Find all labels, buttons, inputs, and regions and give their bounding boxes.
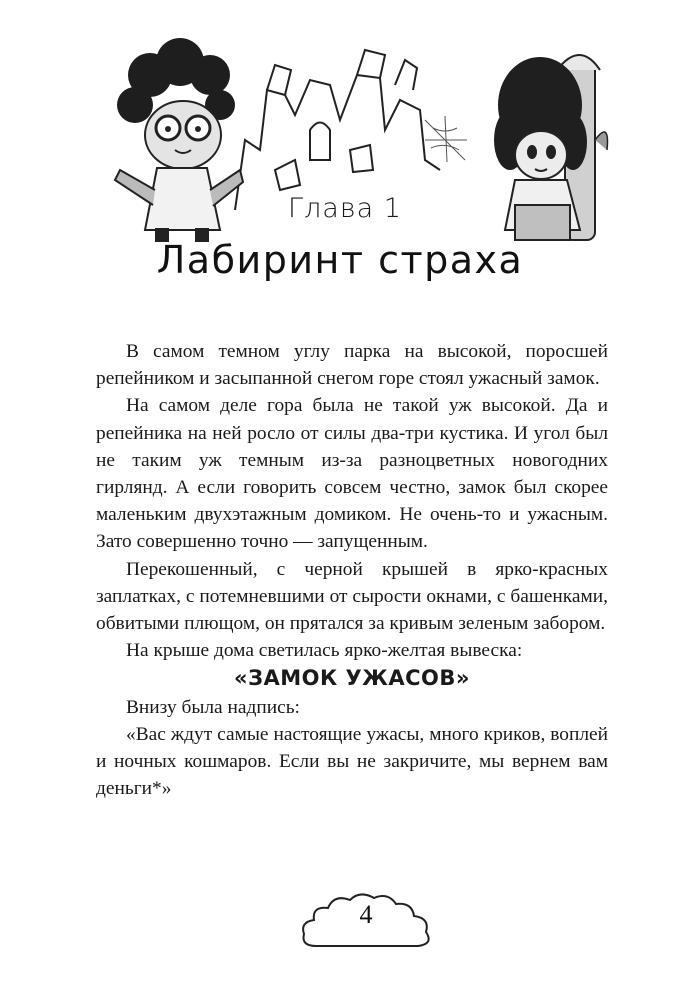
paragraph: На самом деле гора была не такой уж высокой. Да и репейника на ней росло от силы два-три кустика. И угол был не таким уж темным из-за разноцветных новогодних гирлянд. А если говорить совсем честно, замок был скорее маленьким двухэтажным домиком. Не очень-то и ужасным. Зато совершенно точно — запущенным. [96, 395, 608, 553]
paragraph: Внизу была надпись: [126, 696, 300, 718]
paragraph: На крыше дома светилась ярко-желтая вывеска: [126, 640, 523, 662]
chapter-title: Лабиринт страха [156, 238, 524, 282]
story-text [96, 338, 608, 802]
paragraph: Перекошенный, с черной крышей в ярко-красных заплатках, с потемневшими от сырости окнами, с башенками, обвитыми плющом, он прятался за кривым зеленым забором. [96, 558, 608, 635]
paragraph: В самом темном углу парка на высокой, поросшей репейником и засыпанной снегом горе стоял ужасный замок. [96, 341, 608, 390]
paragraph: «Вас ждут самые настоящие ужасы, много криков, воплей и ночных кошмаров. Если вы не закричите, мы вернем вам деньги*» [96, 723, 608, 800]
castle-sign-text: «ЗАМОК УЖАСОВ» [234, 666, 470, 691]
chapter-label: Глава 1 [288, 193, 402, 224]
page-number: 4 [359, 900, 373, 929]
